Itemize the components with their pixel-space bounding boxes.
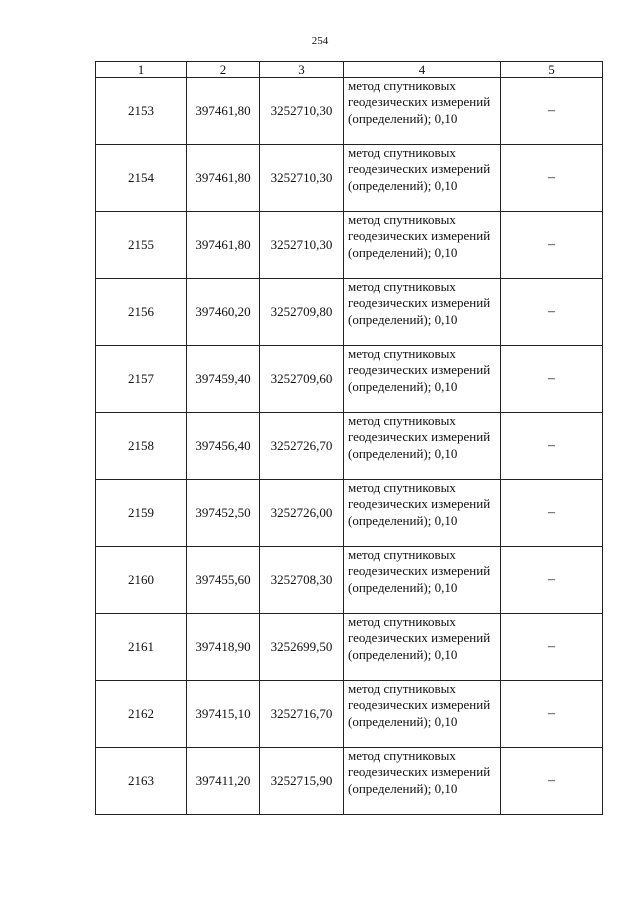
x-coordinate-cell: 397460,20 xyxy=(187,279,260,346)
table-row xyxy=(96,346,603,413)
table-row xyxy=(96,413,603,480)
point-number-cell: 2157 xyxy=(96,346,187,413)
note-cell: – xyxy=(501,413,603,480)
point-number-cell: 2161 xyxy=(96,614,187,681)
x-coordinate-cell: 397415,10 xyxy=(187,681,260,748)
point-number-cell: 2158 xyxy=(96,413,187,480)
y-coordinate-cell: 3252709,80 xyxy=(260,279,344,346)
x-coordinate-cell: 397456,40 xyxy=(187,413,260,480)
method-accuracy-cell: метод спутниковых геодезических измерений (определений); 0,10 xyxy=(344,413,501,480)
y-coordinate-cell: 3252715,90 xyxy=(260,748,344,815)
note-cell: – xyxy=(501,480,603,547)
table-row xyxy=(96,78,603,145)
y-coordinate-cell: 3252708,30 xyxy=(260,547,344,614)
method-accuracy-cell: метод спутниковых геодезических измерений (определений); 0,10 xyxy=(344,145,501,212)
y-coordinate-cell: 3252699,50 xyxy=(260,614,344,681)
table-body xyxy=(96,78,603,815)
y-coordinate-cell: 3252726,00 xyxy=(260,480,344,547)
point-number-cell: 2153 xyxy=(96,78,187,145)
point-number-cell: 2154 xyxy=(96,145,187,212)
table-header-row xyxy=(96,62,603,78)
column-header-3: 3 xyxy=(260,62,344,78)
method-accuracy-cell: метод спутниковых геодезических измерений (определений); 0,10 xyxy=(344,614,501,681)
note-cell: – xyxy=(501,346,603,413)
y-coordinate-cell: 3252726,70 xyxy=(260,413,344,480)
table-row xyxy=(96,212,603,279)
x-coordinate-cell: 397459,40 xyxy=(187,346,260,413)
table-row xyxy=(96,614,603,681)
x-coordinate-cell: 397411,20 xyxy=(187,748,260,815)
x-coordinate-cell: 397452,50 xyxy=(187,480,260,547)
note-cell: – xyxy=(501,212,603,279)
point-number-cell: 2155 xyxy=(96,212,187,279)
column-header-2: 2 xyxy=(187,62,260,78)
page-number: 254 xyxy=(311,35,329,47)
x-coordinate-cell: 397455,60 xyxy=(187,547,260,614)
note-cell: – xyxy=(501,78,603,145)
x-coordinate-cell: 397461,80 xyxy=(187,145,260,212)
point-number-cell: 2162 xyxy=(96,681,187,748)
x-coordinate-cell: 397418,90 xyxy=(187,614,260,681)
point-number-cell: 2163 xyxy=(96,748,187,815)
x-coordinate-cell: 397461,80 xyxy=(187,78,260,145)
coordinates-table xyxy=(95,61,603,815)
column-header-5: 5 xyxy=(501,62,603,78)
note-cell: – xyxy=(501,279,603,346)
column-header-4: 4 xyxy=(344,62,501,78)
note-cell: – xyxy=(501,681,603,748)
method-accuracy-cell: метод спутниковых геодезических измерений (определений); 0,10 xyxy=(344,346,501,413)
method-accuracy-cell: метод спутниковых геодезических измерений (определений); 0,10 xyxy=(344,480,501,547)
table-row xyxy=(96,547,603,614)
table-row xyxy=(96,748,603,815)
column-header-1: 1 xyxy=(96,62,187,78)
y-coordinate-cell: 3252710,30 xyxy=(260,78,344,145)
method-accuracy-cell: метод спутниковых геодезических измерений (определений); 0,10 xyxy=(344,748,501,815)
note-cell: – xyxy=(501,145,603,212)
method-accuracy-cell: метод спутниковых геодезических измерений (определений); 0,10 xyxy=(344,681,501,748)
method-accuracy-cell: метод спутниковых геодезических измерений (определений); 0,10 xyxy=(344,212,501,279)
y-coordinate-cell: 3252716,70 xyxy=(260,681,344,748)
table-row xyxy=(96,145,603,212)
y-coordinate-cell: 3252709,60 xyxy=(260,346,344,413)
note-cell: – xyxy=(501,614,603,681)
point-number-cell: 2160 xyxy=(96,547,187,614)
method-accuracy-cell: метод спутниковых геодезических измерений (определений); 0,10 xyxy=(344,78,501,145)
table-row xyxy=(96,480,603,547)
y-coordinate-cell: 3252710,30 xyxy=(260,212,344,279)
note-cell: – xyxy=(501,748,603,815)
point-number-cell: 2159 xyxy=(96,480,187,547)
note-cell: – xyxy=(501,547,603,614)
table-row xyxy=(96,681,603,748)
table-row xyxy=(96,279,603,346)
method-accuracy-cell: метод спутниковых геодезических измерений (определений); 0,10 xyxy=(344,547,501,614)
point-number-cell: 2156 xyxy=(96,279,187,346)
x-coordinate-cell: 397461,80 xyxy=(187,212,260,279)
y-coordinate-cell: 3252710,30 xyxy=(260,145,344,212)
method-accuracy-cell: метод спутниковых геодезических измерений (определений); 0,10 xyxy=(344,279,501,346)
